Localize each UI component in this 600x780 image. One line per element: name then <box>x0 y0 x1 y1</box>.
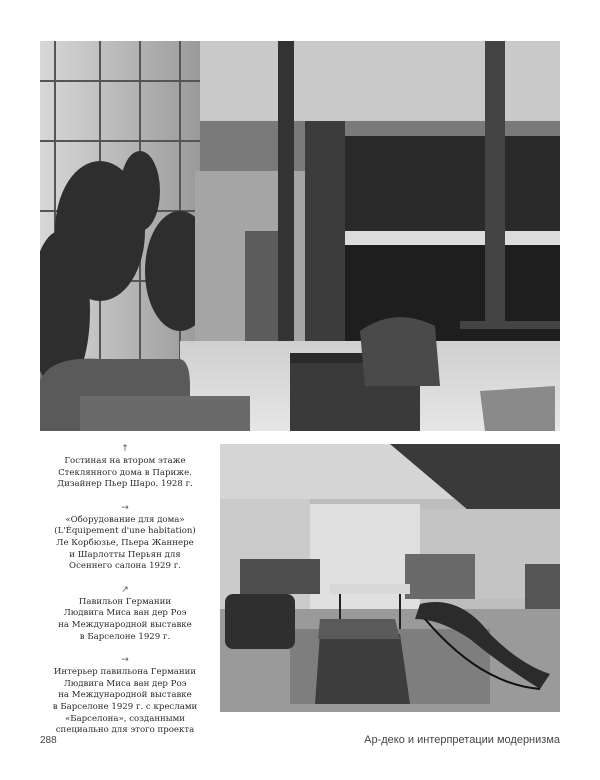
caption-equipment <box>40 503 210 573</box>
caption-text: Интерьер павильона Германии Людвига Миса ван дер Роэ на Международной выставке в Барселоне 1929 г. с креслами «Барселона», созданными специально для этого проекта <box>52 667 198 736</box>
photo-pavilion-interior <box>220 444 560 712</box>
arrow-up-icon: ↑ <box>121 444 129 454</box>
caption-pavilion <box>40 585 210 643</box>
caption-text: «Оборудование для дома» (L'Équipement d'une habitation) Ле Корбюзье, Пьера Жаннере и Шарлотты Перьян для Осеннего салона 1929 г. <box>54 514 196 572</box>
caption-text: Гостиная на втором этаже Стеклянного дома в Париже. Дизайнер Пьер Шаро. 1928 г. <box>57 456 193 490</box>
running-section-title: Ар-деко и интерпретации модернизма <box>364 734 560 746</box>
caption-glass-house <box>40 444 210 491</box>
caption-text: Павильон Германии Людвига Миса ван дер Роэ на Международной выставке в Барселоне 1929 г. <box>58 596 192 642</box>
page-number: 288 <box>40 735 57 746</box>
photo-glass-house-graphic <box>40 41 560 431</box>
arrow-right-icon: → <box>121 502 129 513</box>
photo-pavilion-graphic <box>220 444 560 712</box>
captions-column <box>40 444 210 749</box>
caption-pavilion-interior <box>40 655 210 737</box>
arrow-right-icon: → <box>121 655 129 666</box>
arrow-up-right-icon: ↗ <box>121 584 129 595</box>
photo-glass-house-interior <box>40 41 560 431</box>
